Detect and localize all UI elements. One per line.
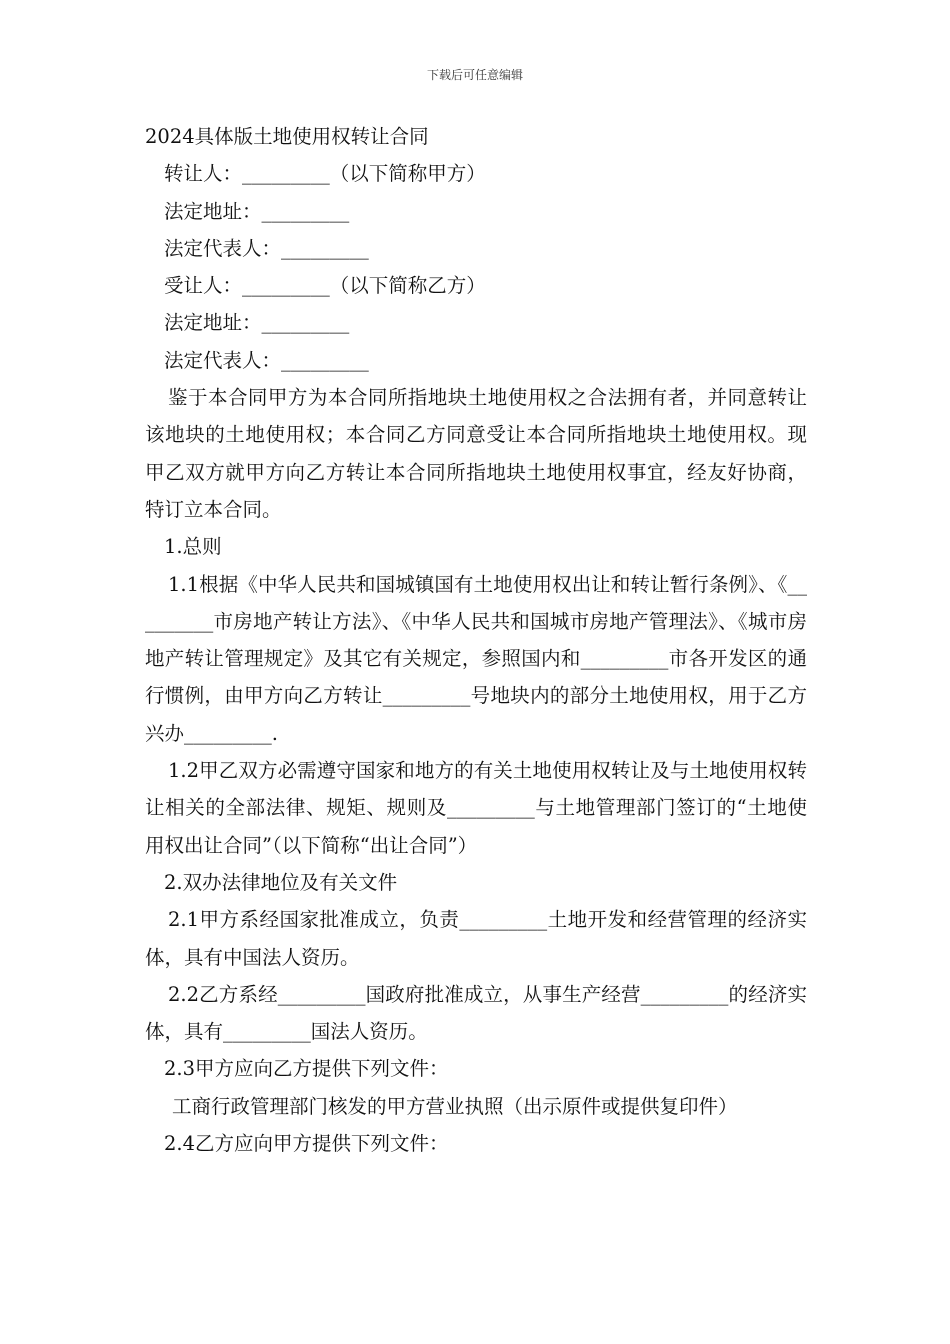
preamble-paragraph: 鉴于本合同甲方为本合同所指地块土地使用权之合法拥有者，并同意转让该地块的土地使用权；本合同乙方同意受让本合同所指地块土地使用权。现甲乙双方就甲方向乙方转让本合同所指地块土地使用权事宜，经友好协商，特订立本合同。 — [145, 386, 807, 521]
clause-1-1: 1.1根据《中华人民共和国城镇国有土地使用权出让和转让暂行条例》、《_________市房地产转让方法》、《中华人民共和国城市房地产管理法》、《城市房地产转让管理规定》及其它有关规定，参照国内和_________市各开发区的通行惯例，由甲方向乙方转让_________号地块内的部分土地使用权，用于乙方兴办_________. — [145, 572, 807, 745]
transferee-address-line: 法定地址：_________ — [164, 311, 350, 335]
document-body — [145, 118, 807, 1162]
document-title: 2024具体版土地使用权转让合同 — [145, 125, 429, 148]
transferee-line: 受让人：_________（以下简称乙方） — [164, 274, 486, 298]
section-heading-2: 2.双办法律地位及有关文件 — [164, 870, 398, 894]
transferee-representative-line: 法定代表人：_________ — [164, 348, 369, 372]
clause-1-2: 1.2甲乙双方必需遵守国家和地方的有关土地使用权转让及与土地使用权转让相关的全部法律、规矩、规则及_________与土地管理部门签订的“土地使用权出让合同”（以下简称“出让合同”） — [145, 759, 807, 857]
header-note: 下载后可任意编辑 — [426, 68, 523, 82]
clause-2-3-item: 工商行政管理部门核发的甲方营业执照（出示原件或提供复印件） — [172, 1094, 738, 1118]
clause-2-3: 2.3甲方应向乙方提供下列文件： — [164, 1057, 449, 1081]
transferor-representative-line: 法定代表人：_________ — [164, 236, 369, 260]
clause-2-1: 2.1甲方系经国家批准成立，负责_________土地开发和经营管理的经济实体，具有中国法人资历。 — [145, 908, 807, 969]
clause-2-4: 2.4乙方应向甲方提供下列文件： — [164, 1132, 449, 1156]
clause-2-2: 2.2乙方系经_________国政府批准成立，从事生产经营_________的经济实体，具有_________国法人资历。 — [145, 982, 807, 1044]
transferor-address-line: 法定地址：_________ — [164, 199, 350, 223]
section-heading-1: 1.总则 — [164, 535, 222, 559]
transferor-line: 转让人：_________（以下简称甲方） — [164, 162, 486, 186]
